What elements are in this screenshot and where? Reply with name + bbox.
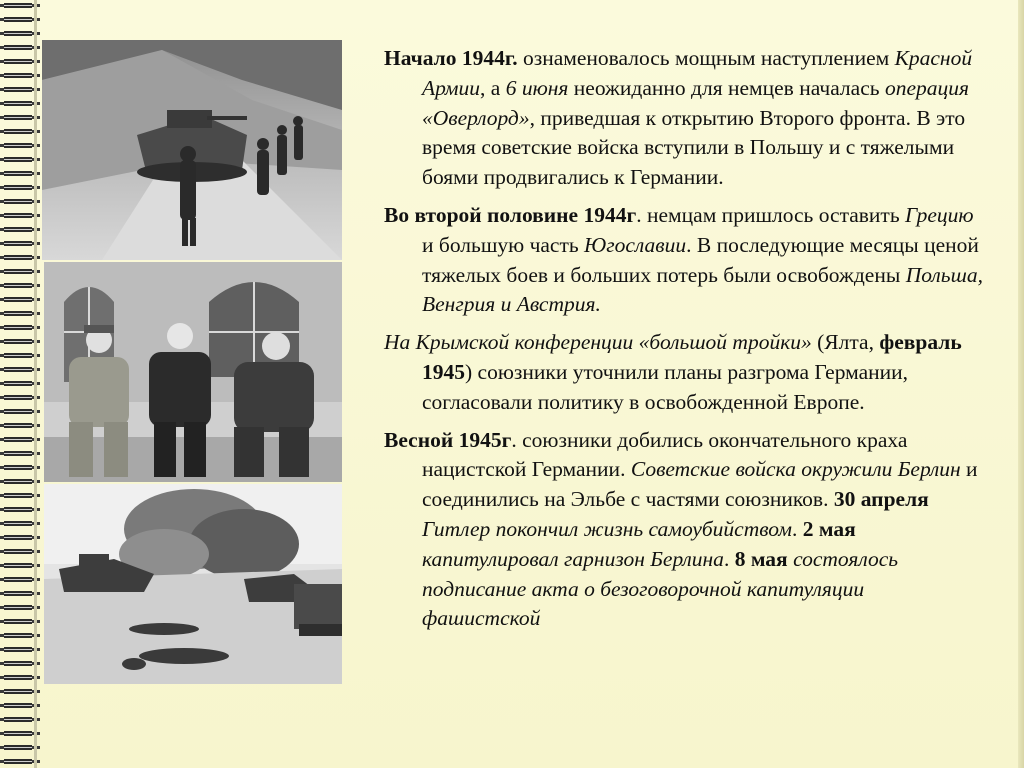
spiral-binding: [0, 0, 40, 768]
text-run: 8 мая: [734, 546, 788, 571]
text-run: капитулировал гарнизон Берлина: [422, 546, 724, 571]
text-run: Красной Армии: [422, 46, 973, 100]
text-run: Польша, Венгрия и Австрия.: [422, 262, 983, 317]
text-run: и большую часть: [422, 232, 585, 257]
page-edge-right: [1018, 0, 1024, 768]
binding-edge: [34, 0, 37, 768]
text-run: .: [723, 546, 735, 571]
paragraph-spring-1945: [384, 426, 984, 635]
photo-soldiers-tank: [42, 40, 342, 260]
text-run: , а: [480, 75, 506, 100]
photo-big-three-conference: [44, 262, 342, 482]
text-run: Весной 1945г: [384, 427, 512, 452]
text-run: Югославии: [584, 232, 687, 257]
text-run: 30 апреля: [833, 487, 929, 512]
text-run: Грецию: [905, 202, 974, 227]
text-run: 6 июня: [505, 75, 569, 100]
text-run: Советские войска окружили Берлин: [630, 457, 961, 482]
text-run: 2 мая: [802, 516, 856, 541]
text-run: Гитлер покончил жизнь самоубийством: [422, 516, 792, 541]
text-run: . немцам пришлось оставить: [636, 202, 905, 227]
text-run: Во второй половине 1944г: [384, 202, 637, 227]
text-run: .: [791, 516, 803, 541]
text-run: (Ялта,: [811, 330, 880, 355]
text-run: . В последующие месяцы ценой тяжелых боев и больших потерь были освобождены: [422, 232, 979, 287]
text-run: операция «Оверлорд»: [422, 75, 969, 130]
binding-rings: [4, 0, 32, 768]
text-run: Начало 1944г.: [384, 46, 518, 70]
text-run: . союзники добились окончательного краха нацистской Германии.: [422, 427, 908, 482]
text-run: , приведшая к открытию Второго фронта. В это время советские войска вступили в Польшу и с тяжелыми боями продвигались к Германии.: [422, 105, 966, 190]
text-run: На Крымской конференции «большой тройки»: [384, 330, 812, 355]
text-run: февраль 1945: [422, 330, 962, 384]
main-text: [384, 44, 984, 642]
paragraph-1944-start: [384, 44, 984, 193]
text-run: ознаменовалось мощным наступлением: [517, 46, 895, 70]
paragraph-1944-second-half: [384, 201, 984, 320]
text-run: и соединились на Эльбе с частями союзников.: [422, 457, 978, 512]
photo-battlefield-wreckage: [44, 484, 342, 684]
paragraph-yalta-conference: [384, 328, 984, 417]
text-run: неожиданно для немцев началась: [568, 75, 885, 100]
text-run: ) союзники уточнили планы разгрома Германии, согласовали политику в освобожденной Европе.: [422, 359, 909, 414]
text-run: состоялось подписание акта о безоговорочной капитуляции фашистской: [422, 546, 899, 631]
